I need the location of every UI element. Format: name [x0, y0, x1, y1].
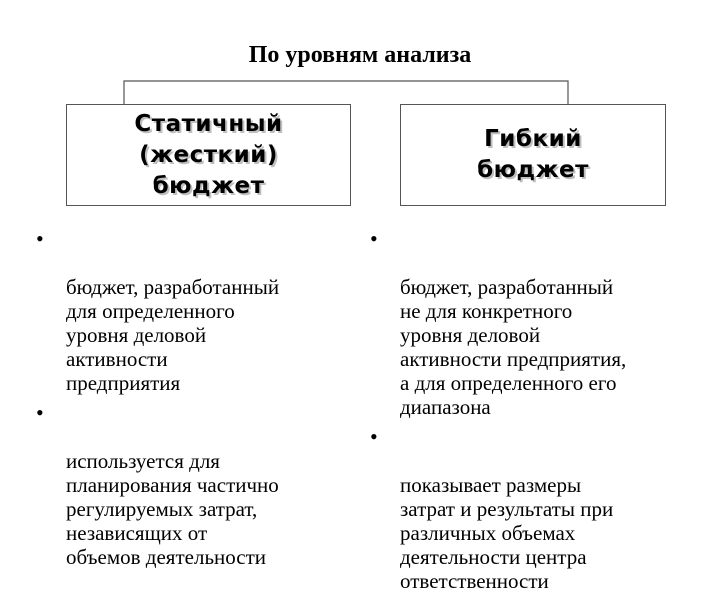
bullet-icon: •: [370, 424, 378, 449]
diagram-title: По уровням анализа: [248, 42, 472, 68]
bullet-icon: •: [36, 226, 44, 251]
list-item-text: используется для планирования частично регулируемых затрат, независящих от объемов деятельности: [66, 449, 279, 569]
list-item: [370, 425, 690, 593]
static-budget-list: [36, 227, 336, 575]
list-item-text: бюджет, разработанный не для конкретного уровня деловой активности предприятия, а для определенного его диапазона: [400, 275, 627, 419]
connector-line: [124, 81, 568, 104]
flexible-budget-box: [400, 104, 666, 206]
bullet-icon: •: [36, 400, 44, 425]
list-item-text: бюджет, разработанный для определенного уровня деловой активности предприятия: [66, 275, 280, 395]
flexible-budget-label: Гибкий бюджет: [477, 126, 589, 183]
static-budget-box: [66, 104, 351, 206]
bullet-icon: •: [370, 226, 378, 251]
list-item: [36, 227, 336, 395]
list-item-text: показывает размеры затрат и результаты при различных объемах деятельности центра ответственности: [400, 473, 614, 593]
list-item: [36, 401, 336, 569]
flexible-budget-list: [370, 227, 690, 599]
static-budget-label: Статичный (жесткий) бюджет: [134, 110, 283, 199]
list-item: [370, 227, 690, 419]
